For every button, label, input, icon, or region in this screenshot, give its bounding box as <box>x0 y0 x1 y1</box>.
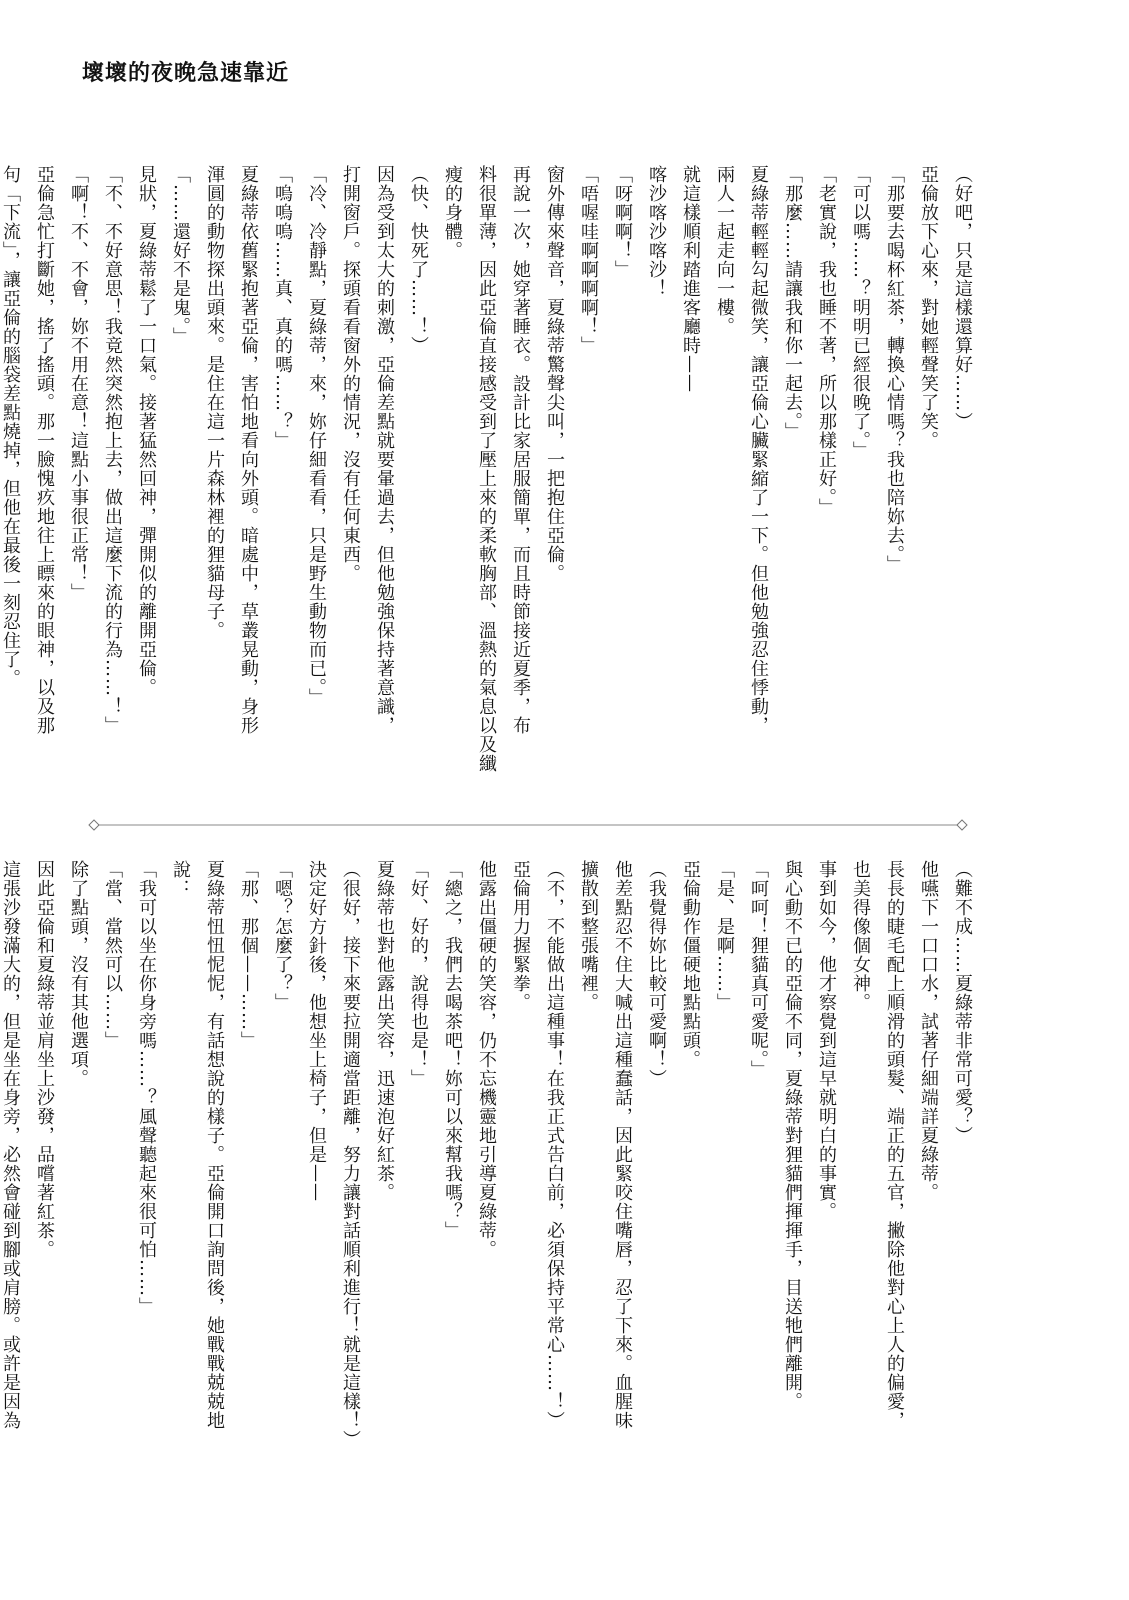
text-column: 再說一次，她穿著睡衣。設計比家居服簡單，而且時節接近夏季，布 <box>510 165 531 735</box>
text-column: 喀沙喀沙喀沙！ <box>646 165 667 298</box>
text-column: 「好、好的，說得也是！」 <box>408 860 429 1088</box>
text-column: 因為受到太大的刺激，亞倫差點就要暈過去，但他勉強保持著意識， <box>374 165 395 735</box>
text-column: 夏綠蒂忸忸怩怩，有話想說的樣子。亞倫開口詢問後，她戰戰兢兢地 <box>204 860 225 1430</box>
text-column: 夏綠蒂輕輕勾起微笑，讓亞倫心臟緊縮了一下。但他勉強忍住悸動， <box>748 165 769 735</box>
text-column: 說： <box>170 860 191 898</box>
text-column: 擴散到整張嘴裡。 <box>578 860 599 1012</box>
text-column: 這張沙發滿大的，但是坐在身旁，必然會碰到腳或肩膀。或許是因為 <box>0 860 21 1430</box>
text-column: 「呀啊啊！」 <box>612 165 633 279</box>
text-column: （快、快死了……！） <box>408 165 429 355</box>
text-column: 亞倫放下心來，對她輕聲笑了笑。 <box>918 165 939 450</box>
text-column: 夏綠蒂也對他露出笑容，迅速泡好紅茶。 <box>374 860 395 1202</box>
text-column: 除了點頭，沒有其他選項。 <box>68 860 89 1088</box>
text-column: 也美得像個女神。 <box>850 860 871 1012</box>
text-column: 「總之，我們去喝茶吧！妳可以來幫我嗎？」 <box>442 860 463 1240</box>
text-column: 就這樣順利踏進客廳時—— <box>680 165 701 393</box>
page-title: 壞壞的夜晚急速靠近 <box>82 61 290 86</box>
text-column: 「我可以坐在你身旁嗎……？風聲聽起來很可怕……」 <box>136 860 157 1316</box>
text-column: 夏綠蒂依舊緊抱著亞倫，害怕地看向外頭。暗處中，草叢晃動，身形 <box>238 165 259 735</box>
text-column: 「呵呵！狸貓真可愛呢。」 <box>748 860 769 1079</box>
text-column: 他露出僵硬的笑容，仍不忘機靈地引導夏綠蒂。 <box>476 860 497 1259</box>
text-column: （好吧，只是這樣還算好……） <box>952 165 973 431</box>
text-column: 料很單薄，因此亞倫直接感受到了壓上來的柔軟胸部、溫熱的氣息以及纖 <box>476 165 497 773</box>
text-column: 「……還好不是鬼。」 <box>170 165 191 346</box>
text-column: 他嚥下一口口水，試著仔細端詳夏綠蒂。 <box>918 860 939 1202</box>
text-column: 「唔喔哇啊啊啊啊！」 <box>578 165 599 355</box>
section-divider <box>88 818 968 832</box>
text-column: 亞倫動作僵硬地點點頭。 <box>680 860 701 1069</box>
text-column: 亞倫急忙打斷她，搖了搖頭。那一臉愧疚地往上瞟來的眼神，以及那 <box>34 165 55 735</box>
text-column: 他差點忍不住大喊出這種蠢話，因此緊咬住嘴唇，忍了下來。血腥味 <box>612 860 633 1430</box>
text-column: 長長的睫毛配上順滑的頭髮、端正的五官，撇除他對心上人的偏愛， <box>884 860 905 1430</box>
text-column: 因此亞倫和夏綠蒂並肩坐上沙發，品嚐著紅茶。 <box>34 860 55 1259</box>
text-column: 「不、不好意思！我竟然突然抱上去，做出這麼下流的行為……！」 <box>102 165 123 735</box>
text-column: 瘦的身體。 <box>442 165 463 260</box>
text-column: 「那麼……請讓我和你一起去。」 <box>782 165 803 441</box>
text-column: （難不成……夏綠蒂非常可愛？） <box>952 860 973 1145</box>
text-column: 打開窗戶。探頭看看窗外的情況，沒有任何東西。 <box>340 165 361 583</box>
text-column: 「啊！不、不會，妳不用在意！這點小事很正常！」 <box>68 165 89 602</box>
text-column: 「嗯？怎麼了？」 <box>272 860 293 1012</box>
text-column: 決定好方針後，他想坐上椅子，但是—— <box>306 860 327 1202</box>
text-column: 「嗚嗚嗚……真、真的嗎……？」 <box>272 165 293 450</box>
text-column: 「可以嗎……？明明已經很晚了。」 <box>850 165 871 460</box>
text-column: （不，不能做出這種事！在我正式告白前，必須保持平常心……！） <box>544 860 565 1430</box>
text-column: 見狀，夏綠蒂鬆了一口氣。接著猛然回神，彈開似的離開亞倫。 <box>136 165 157 697</box>
text-column: （很好，接下來要拉開適當距離，努力讓對話順利進行！就是這樣！） <box>340 860 361 1449</box>
text-column: 「那、那個——……」 <box>238 860 259 1050</box>
text-column: 「那要去喝杯紅茶，轉換心情嗎？我也陪妳去。」 <box>884 165 905 574</box>
text-column: 兩人一起走向一樓。 <box>714 165 735 336</box>
text-column: 窗外傳來聲音，夏綠蒂驚聲尖叫，一把抱住亞倫。 <box>544 165 565 583</box>
bottom-text-block <box>0 860 979 1560</box>
text-column: 「老實說，我也睡不著，所以那樣正好。」 <box>816 165 837 517</box>
text-column: 與心動不已的亞倫不同，夏綠蒂對狸貓們揮揮手，目送牠們離開。 <box>782 860 803 1411</box>
top-text-block <box>0 165 979 825</box>
text-column: 「冷、冷靜點，夏綠蒂，來，妳仔細看看，只是野生動物而已。」 <box>306 165 327 707</box>
text-column: 渾圓的動物探出頭來。是住在這一片森林裡的狸貓母子。 <box>204 165 225 640</box>
text-column: 句「下流」，讓亞倫的腦袋差點燒掉，但他在最後一刻忍住了。 <box>0 165 21 688</box>
text-column: （我覺得妳比較可愛啊！） <box>646 860 667 1088</box>
text-column: 亞倫用力握緊拳。 <box>510 860 531 1012</box>
text-column: 事到如今，他才察覺到這早就明白的事實。 <box>816 860 837 1221</box>
text-column: 「是、是啊……」 <box>714 860 735 1012</box>
text-column: 「當、當然可以……」 <box>102 860 123 1050</box>
